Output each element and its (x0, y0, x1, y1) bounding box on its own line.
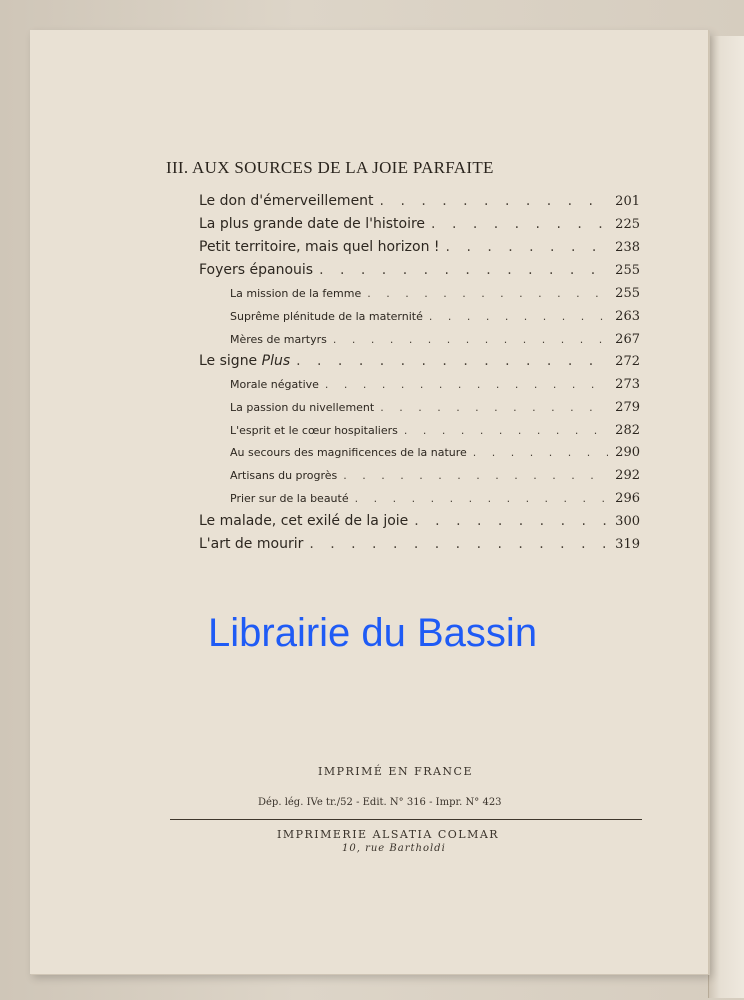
toc-entry-page: 290 (615, 445, 640, 460)
toc-entry-label: L'esprit et le cœur hospitaliers (230, 424, 398, 437)
dot-leader (343, 469, 608, 482)
toc-entry-page: 273 (615, 377, 640, 392)
toc-entry-label: La mission de la femme (230, 287, 362, 300)
dot-leader (296, 353, 608, 369)
dot-leader (473, 446, 608, 459)
dot-leader (325, 378, 608, 391)
toc-entry-label: Foyers épanouis (199, 262, 314, 278)
toc-entry (199, 262, 640, 284)
toc-entry-label-italic: Plus (261, 353, 291, 369)
toc-entry-label: Suprême plénitude de la maternité (230, 310, 423, 323)
toc-entry-page: 296 (615, 491, 640, 506)
toc-entry-page: 238 (615, 240, 640, 255)
watermark-text: Librairie du Bassin (208, 611, 538, 655)
toc-entry-label: La passion du nivellement (230, 401, 375, 414)
toc-subentry (230, 468, 640, 490)
toc-entry (199, 193, 640, 215)
toc-entry-page: 292 (615, 468, 640, 483)
toc-entry (199, 353, 640, 375)
dot-leader (319, 262, 608, 278)
toc-entry-label: Au secours des magnificences de la nature (230, 446, 467, 459)
dot-leader (380, 401, 608, 414)
toc-entry-page: 201 (615, 194, 640, 209)
dot-leader (414, 513, 608, 529)
legal-deposit-line: Dép. lég. IVe tr./52 - Edit. N° 316 - Impr. N° 423 (258, 797, 502, 808)
toc-entry-page: 267 (615, 332, 640, 347)
toc-subentry (230, 309, 640, 331)
toc-subentry (230, 400, 640, 422)
dot-leader (404, 424, 608, 437)
dot-leader (380, 193, 608, 209)
toc-entry-label: Morale négative (230, 378, 319, 391)
toc-entry-page: 300 (615, 514, 640, 529)
toc-entry-page: 272 (615, 354, 640, 369)
toc-entry-page: 255 (615, 286, 640, 301)
toc-entry (199, 239, 640, 261)
toc-entry-page: 319 (615, 537, 640, 552)
printer-address: 10, rue Bartholdi (342, 843, 446, 854)
dot-leader (431, 216, 608, 232)
toc-entry-label: Le malade, cet exilé de la joie (199, 513, 409, 529)
toc-subentry (230, 491, 640, 513)
dot-leader (429, 310, 608, 323)
section-title: III. AUX SOURCES DE LA JOIE PARFAITE (166, 158, 494, 177)
toc-entry-label: La plus grande date de l'histoire (199, 216, 426, 232)
toc-entry-page: 279 (615, 400, 640, 415)
toc-subentry (230, 286, 640, 308)
toc-entry-label: L'art de mourir (199, 536, 304, 552)
toc-subentry (230, 445, 640, 467)
toc-entry-label: Mères de martyrs (230, 333, 327, 346)
toc-subentry (230, 332, 640, 354)
toc-entry-label: Artisans du progrès (230, 469, 338, 482)
toc-entry-page: 255 (615, 263, 640, 278)
toc-entry-label: Petit territoire, mais quel horizon ! (199, 239, 440, 255)
printer-name: IMPRIMERIE ALSATIA COLMAR (277, 828, 500, 841)
dot-leader (309, 536, 608, 552)
toc-subentry (230, 377, 640, 399)
dot-leader (367, 287, 608, 300)
imprint-line: IMPRIMÉ EN FRANCE (318, 765, 474, 778)
toc-entry-label (199, 353, 290, 369)
toc-entry-page: 282 (615, 423, 640, 438)
toc-entry (199, 216, 640, 238)
toc-entry (199, 536, 640, 558)
toc-entry-label: Prier sur de la beauté (230, 492, 349, 505)
toc-entry-label: Le don d'émerveillement (199, 193, 374, 209)
dot-leader (333, 333, 608, 346)
dot-leader (355, 492, 608, 505)
toc-entry-page: 225 (615, 217, 640, 232)
toc-subentry (230, 423, 640, 445)
dot-leader (446, 239, 608, 255)
toc-entry-page: 263 (615, 309, 640, 324)
toc-entry-label-prefix: Le signe (199, 353, 262, 369)
toc-entry (199, 513, 640, 535)
divider (170, 819, 642, 820)
